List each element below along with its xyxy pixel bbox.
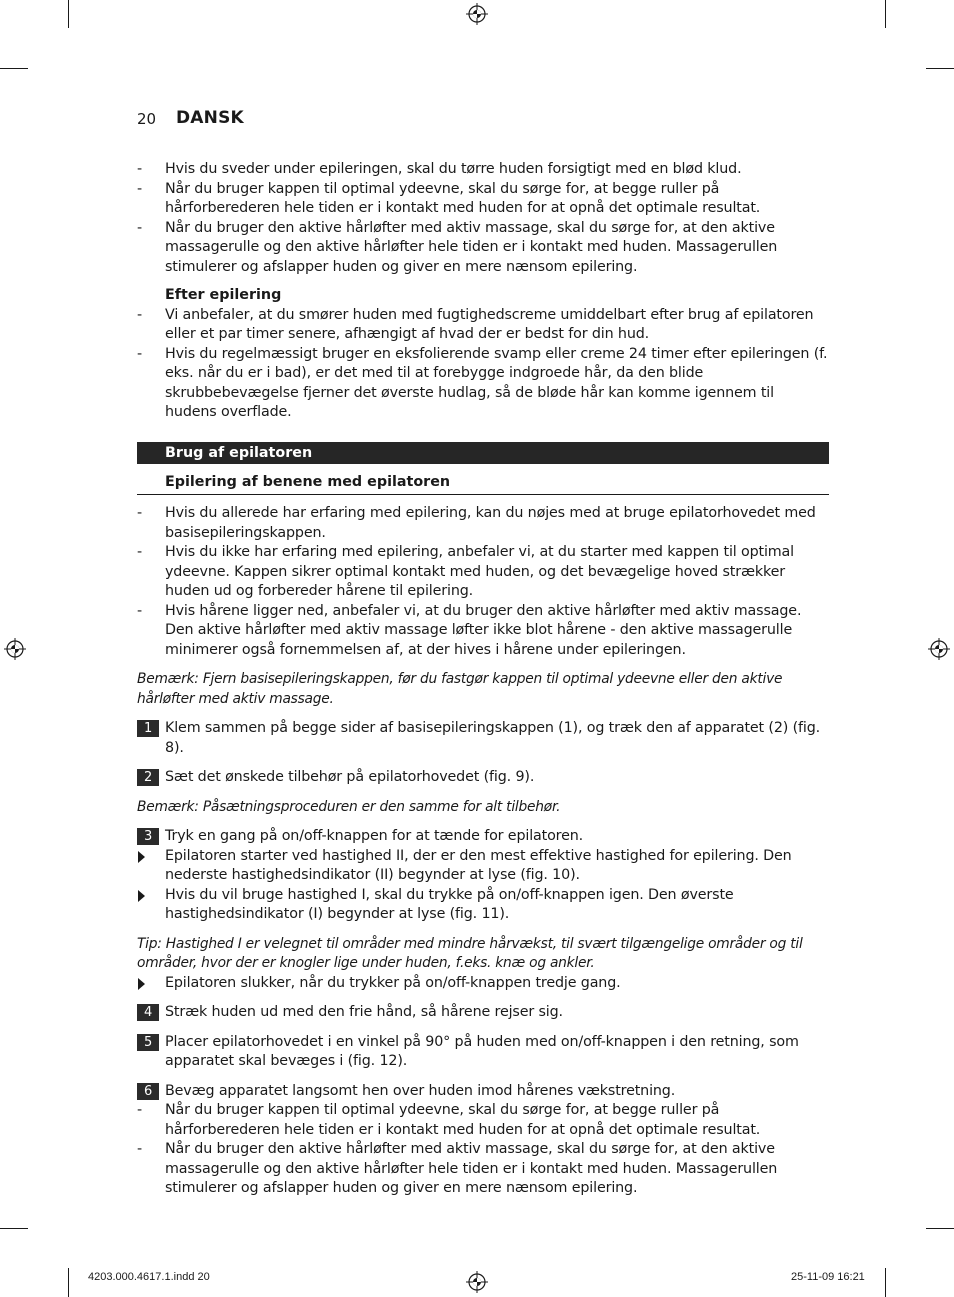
language-heading: DANSK: [176, 108, 244, 128]
section-title: Brug af epilatoren: [137, 442, 829, 464]
list-item: - Hvis du sveder under epileringen, skal du tørre huden forsigtigt med en blød klud.: [137, 161, 742, 177]
step-2: 2 Sæt det ønskede tilbehør på epilatorhovedet (fig. 9).: [137, 768, 829, 788]
page-content: [137, 160, 829, 1199]
result-item: Epilatoren slukker, når du trykker på on/off-knappen tredje gang.: [137, 974, 829, 994]
print-date: 25-11-09 16:21: [791, 1271, 865, 1283]
step-number-badge: 2: [137, 769, 159, 786]
result-arrow-icon: [138, 978, 145, 990]
step-5: 5 Placer epilatorhovedet i en vinkel på 90° på huden med on/off-knappen i den retning, som apparatet skal bevæges i (fig. 12).: [137, 1033, 829, 1072]
crop-mark: [926, 1228, 954, 1229]
step-4: 4 Stræk huden ud med den frie hånd, så hårene rejser sig.: [137, 1003, 829, 1023]
step-1: 1 Klem sammen på begge sider af basisepileringskappen (1), og træk den af apparatet (2) (fig. 8).: [137, 719, 829, 758]
list-item: - Hvis du ikke har erfaring med epilering, anbefaler vi, at du starter med kappen til optimal ydeevne. Kappen sikrer optimal kontakt med huden, og det bevægelige hoved strækker huden ud og forbereder hårene til epilering.: [137, 544, 794, 599]
result-arrow-icon: [138, 890, 145, 902]
result-arrow-icon: [138, 851, 145, 863]
subsection-title: Epilering af benene med epilatoren: [137, 473, 829, 496]
crop-mark: [68, 0, 69, 28]
step-number-badge: 6: [137, 1083, 159, 1100]
registration-mark-icon: [4, 638, 26, 660]
list-item: - Hvis hårene ligger ned, anbefaler vi, at du bruger den aktive hårløfter med aktiv massage. Den aktive hårløfter med aktiv massage løfter ikke blot hårene - den aktive massagerulle minimerer også fornemmelsen af, at der hives i hårene under epileringen.: [137, 602, 802, 658]
list-item: - Hvis du allerede har erfaring med epilering, kan du nøjes med at bruge epilatorhovedet med basisepileringskappen.: [137, 505, 816, 541]
tip-text: Tip: Hastighed I er velegnet til områder med mindre hårvækst, til svært tilgængelige områder og til områder, hvor der er knogler lige under huden, f.eks. knæ og ankler.: [137, 935, 803, 971]
crop-mark: [0, 68, 28, 69]
print-file-info: 4203.000.4617.1.indd 20: [88, 1271, 210, 1283]
page-number: 20: [137, 110, 157, 128]
crop-mark: [926, 68, 954, 69]
list-item: - Når du bruger kappen til optimal ydeevne, skal du sørge for, at begge ruller på hårforberederen hele tiden er i kontakt med huden for at opnå det optimale resultat.: [137, 180, 761, 216]
crop-mark: [0, 1228, 28, 1229]
list-item: - Når du bruger den aktive hårløfter med aktiv massage, skal du sørge for, at den aktive massagerulle og den aktive hårløfter hele tiden er i kontakt med huden. Massagerullen stimulerer og afslapper huden og giver en mere nænsom epilering.: [137, 1141, 778, 1196]
step-6: 6 Bevæg apparatet langsomt hen over huden imod hårenes vækstretning.: [137, 1082, 829, 1102]
list-item: - Når du bruger den aktive hårløfter med aktiv massage, skal du sørge for, at den aktive massagerulle og den aktive hårløfter hele tiden er i kontakt med huden. Massagerullen stimulerer og afslapper huden og giver en mere nænsom epilering.: [137, 219, 778, 275]
registration-mark-icon: [466, 3, 488, 25]
crop-mark: [885, 0, 886, 28]
registration-mark-icon: [928, 638, 950, 660]
step-number-badge: 5: [137, 1034, 159, 1051]
crop-mark: [885, 1268, 886, 1297]
note-text: Bemærk: Påsætningsproceduren er den samme for alt tilbehør.: [137, 798, 561, 815]
crop-mark: [68, 1268, 69, 1297]
result-item: Epilatoren starter ved hastighed II, der er den mest effektive hastighed for epilering. Den nederste hastighedsindikator (II) begynder at lyse (fig. 10).: [137, 847, 829, 886]
list-item: - Hvis du regelmæssigt bruger en eksfolierende svamp eller creme 24 timer efter epileringen (f. eks. når du er i bad), er det med til at forebygge indgroede hår, da den blide skrubbebevægelse fjerner det øverste hudlag, så de bløde hår kan komme igennem til hudens overflade.: [137, 345, 828, 420]
step-number-badge: 3: [137, 828, 159, 845]
step-number-badge: 4: [137, 1004, 159, 1021]
after-epilation-heading: Efter epilering: [165, 287, 282, 303]
registration-mark-icon: [466, 1271, 488, 1293]
list-item: - Når du bruger kappen til optimal ydeevne, skal du sørge for, at begge ruller på hårforberederen hele tiden er i kontakt med huden for at opnå det optimale resultat.: [137, 1102, 761, 1138]
step-number-badge: 1: [137, 720, 159, 737]
list-item: - Vi anbefaler, at du smører huden med fugtighedscreme umiddelbart efter brug af epilatoren eller et par timer senere, afhængigt af hvad der er bedst for din hud.: [137, 306, 814, 342]
step-3: 3 Tryk en gang på on/off-knappen for at tænde for epilatoren.: [137, 827, 829, 847]
result-item: Hvis du vil bruge hastighed I, skal du trykke på on/off-knappen igen. Den øverste hastighedsindikator (I) begynder at lyse (fig. 11).: [137, 886, 829, 925]
note-text: Bemærk: Fjern basisepileringskappen, før du fastgør kappen til optimal ydeevne eller den aktive hårløfter med aktiv massage.: [137, 671, 783, 707]
